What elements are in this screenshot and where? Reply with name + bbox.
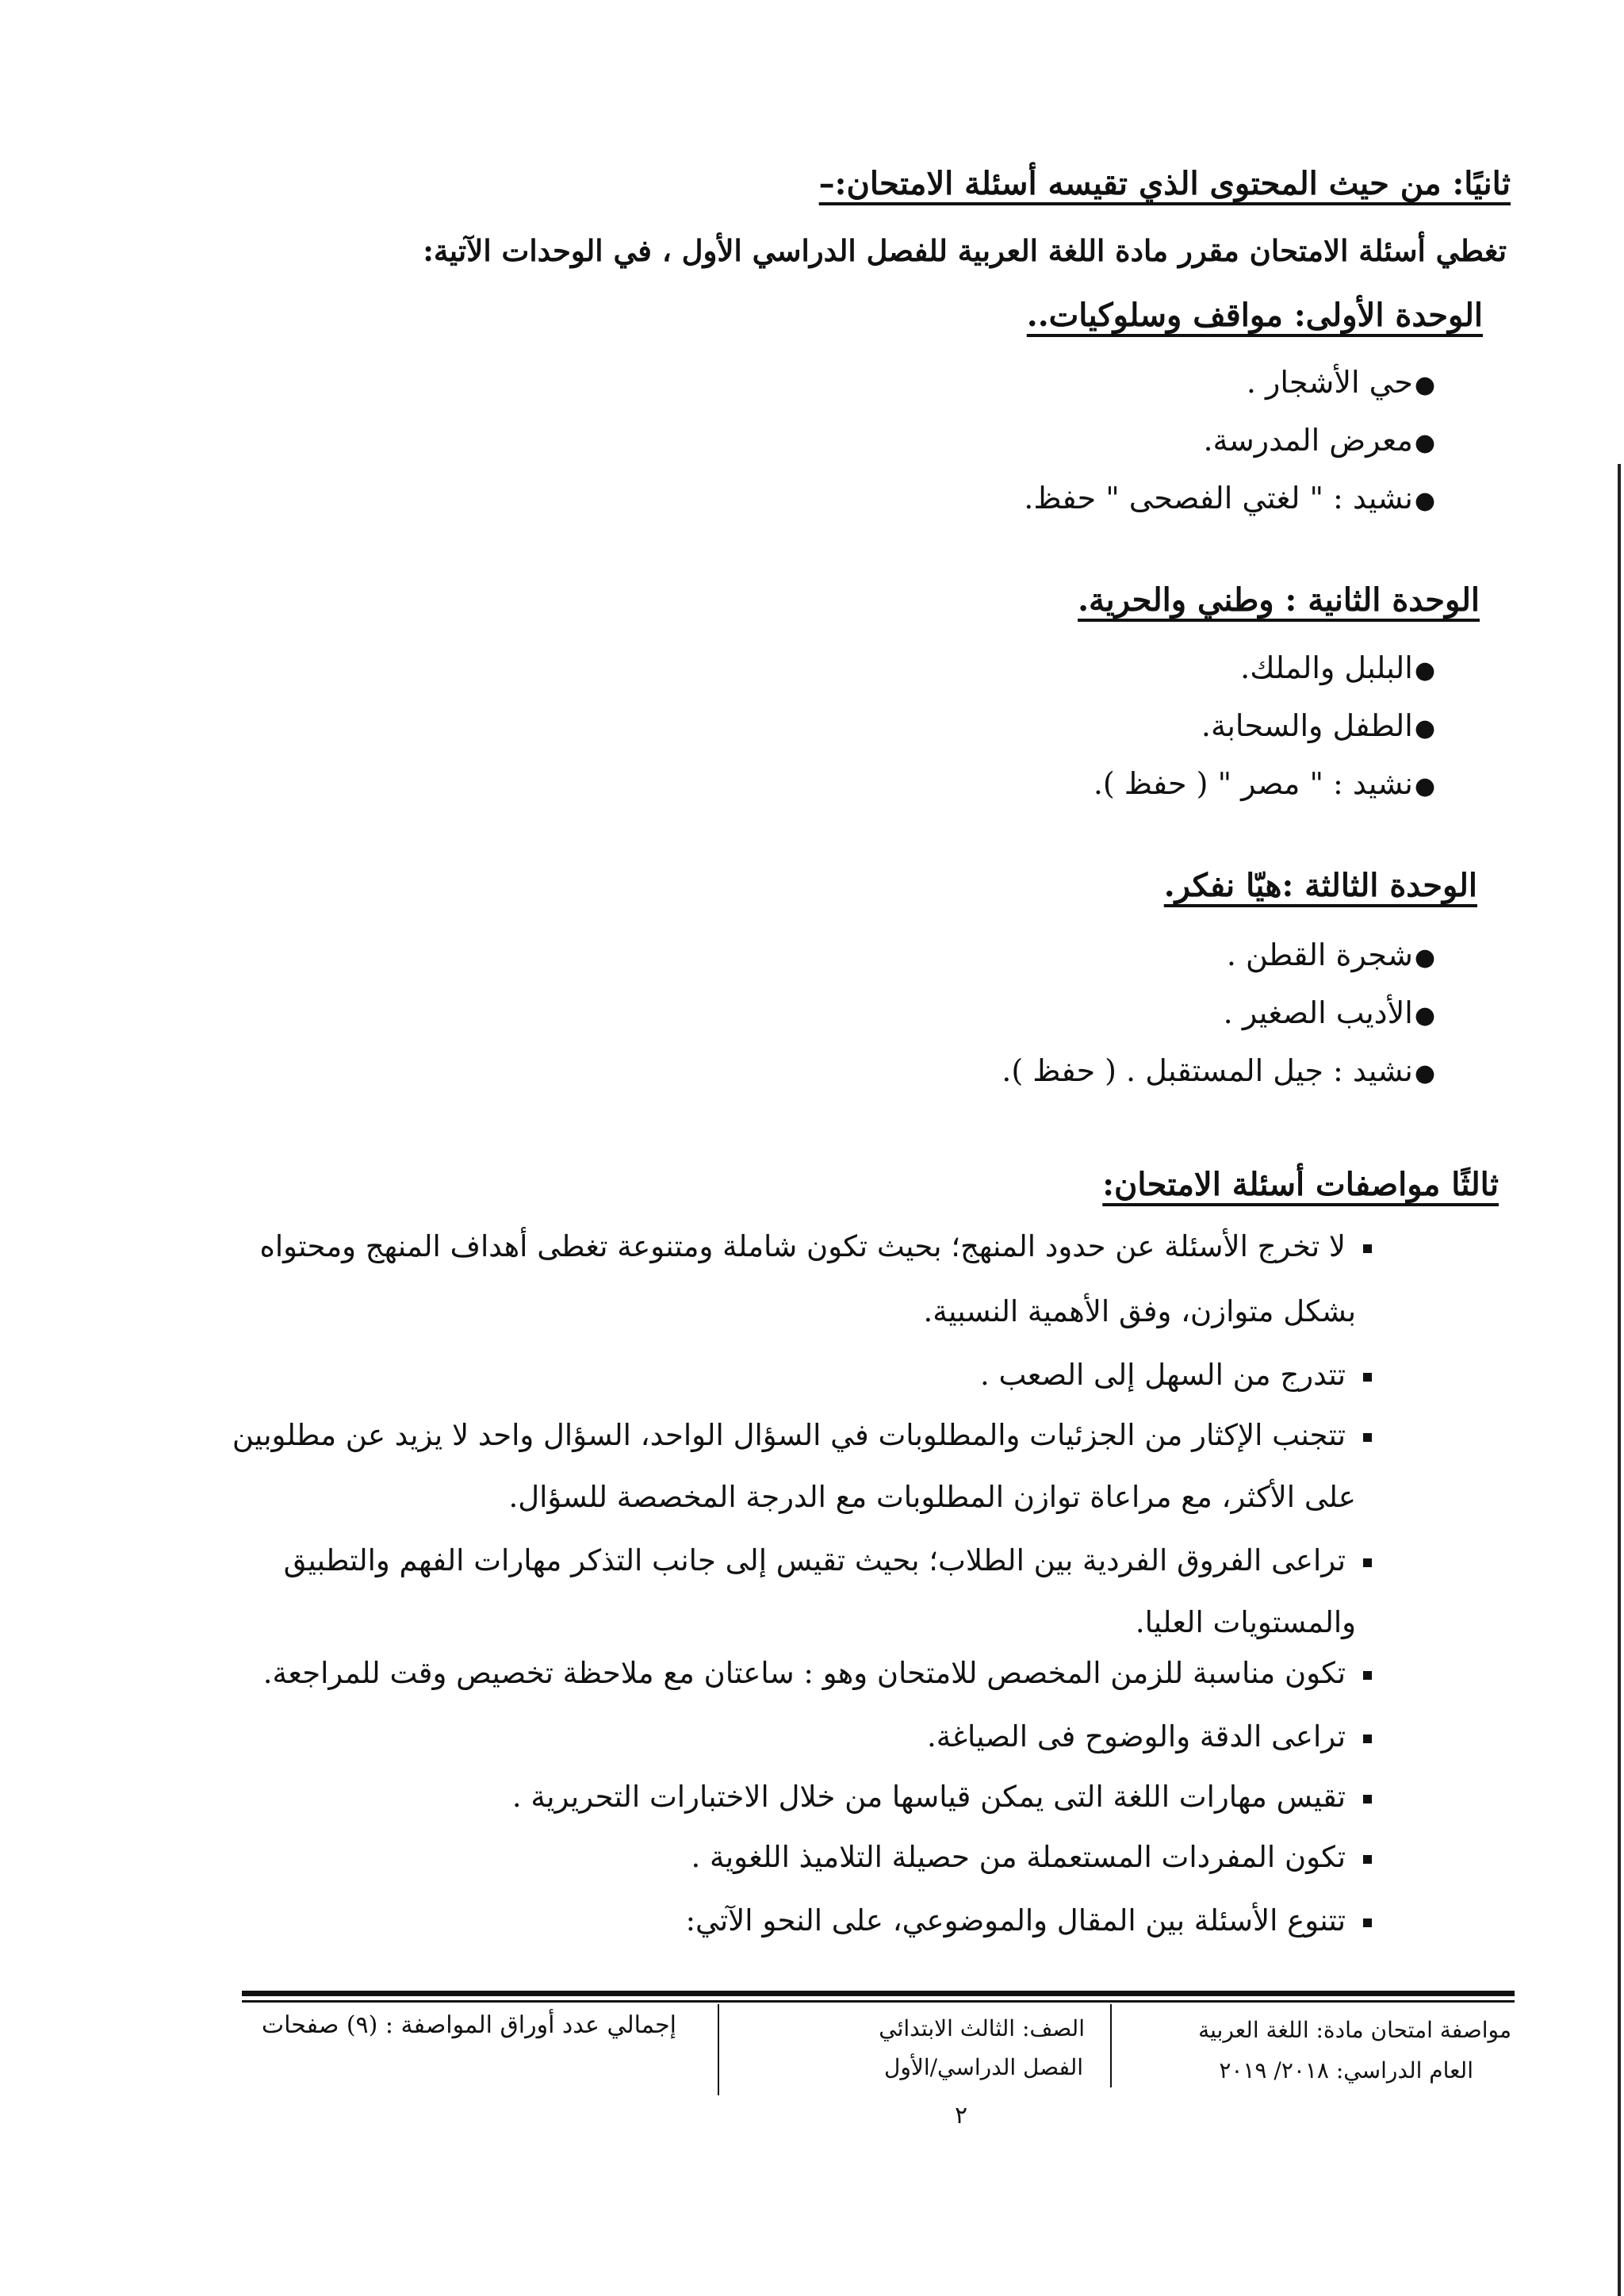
unit1-item-2: ●معرض المدرسة. [1203,423,1435,458]
spec-item-1-cont: بشكل متوازن، وفق الأهمية النسبية. [923,1294,1356,1328]
footer-rule-thick [242,1991,1515,1996]
spec-item-6: تراعى الدقة والوضوح فى الصياغة. [927,1719,1372,1754]
margin-line [1618,464,1621,2296]
square-bullet-icon [1363,1558,1372,1567]
footer-total-pages: إجمالي عدد أوراق المواصفة : (٩) صفحات [261,2011,676,2039]
spec-item-3-cont: على الأكثر، مع مراعاة توازن المطلوبات مع الدرجة المخصصة للسؤال. [508,1480,1356,1514]
square-bullet-icon [1363,1734,1372,1743]
bullet-dot-icon: ● [1414,715,1435,742]
unit3-item-1: ●شجرة القطن . [1226,937,1435,972]
bullet-dot-icon: ● [1414,772,1435,800]
unit2-title: الوحدة الثانية : وطني والحرية. [1078,581,1480,619]
bullet-dot-icon: ● [1414,944,1435,972]
footer-grade: الصف: الثالث الابتدائي [879,2015,1085,2041]
spec-item-2: تتدرج من السهل إلى الصعب . [980,1358,1372,1393]
bullet-dot-icon: ● [1414,429,1435,457]
unit1-item-3: ●نشيد : " لغتي الفصحى " حفظ. [1024,481,1435,516]
unit3-title: الوحدة الثالثة :هيّا نفكر. [1163,867,1477,904]
footer-subject: مواصفة امتحان مادة: اللغة العربية [1198,2017,1511,2043]
spec-item-3: تتجنب الإكثار من الجزئيات والمطلوبات في السؤال الواحد، السؤال واحد لا يزيد عن مطلوبين [232,1418,1372,1453]
bullet-dot-icon: ● [1414,371,1435,399]
spec-item-8: تكون المفردات المستعملة من حصيلة التلاميذ اللغوية . [691,1840,1372,1875]
footer-rule-thin [242,2000,1515,2003]
square-bullet-icon [1363,1671,1372,1680]
unit2-item-2: ●الطفل والسحابة. [1201,708,1435,743]
square-bullet-icon [1363,1433,1372,1442]
bullet-dot-icon: ● [1414,657,1435,684]
spec-item-1: لا تخرج الأسئلة عن حدود المنهج؛ بحيث تكون شاملة ومتنوعة تغطى أهداف المنهج ومحتواه [260,1229,1372,1264]
footer-term: الفصل الدراسي/الأول [883,2054,1083,2080]
spec-item-4-cont: والمستويات العليا. [1135,1605,1356,1639]
footer-divider [718,2004,719,2095]
spec-item-9: تتنوع الأسئلة بين المقال والموضوعي، على النحو الآتي: [686,1903,1372,1938]
section2-intro: تغطي أسئلة الامتحان مقرر مادة اللغة العربية للفصل الدراسي الأول ، في الوحدات الآتية: [423,233,1507,268]
footer-year: العام الدراسي: ٢٠١٨/ ٢٠١٩ [1219,2057,1473,2083]
square-bullet-icon [1363,1855,1372,1864]
square-bullet-icon [1363,1795,1372,1803]
page-number: ٢ [955,2102,968,2129]
square-bullet-icon [1363,1373,1372,1382]
section2-heading: ثانيًا: من حيث المحتوى الذي تقيسه أسئلة الامتحان:– [818,165,1511,202]
unit3-item-2: ●الأديب الصغير . [1223,995,1435,1030]
square-bullet-icon [1363,1918,1372,1927]
footer-divider [1110,2004,1112,2087]
unit2-item-3: ●نشيد : " مصر " ( حفظ ). [1093,766,1435,801]
unit1-item-1: ●حي الأشجار . [1246,365,1435,400]
spec-item-7: تقيس مهارات اللغة التى يمكن قياسها من خلال الاختبارات التحريرية . [512,1780,1372,1815]
unit3-item-3: ●نشيد : جيل المستقبل . ( حفظ ). [1002,1053,1435,1088]
square-bullet-icon [1363,1244,1372,1253]
spec-item-4: تراعى الفروق الفردية بين الطلاب؛ بحيث تقيس إلى جانب التذكر مهارات الفهم والتطبيق [284,1543,1372,1578]
spec-item-5: تكون مناسبة للزمن المخصص للامتحان وهو : ساعتان مع ملاحظة تخصيص وقت للمراجعة. [263,1656,1372,1691]
bullet-dot-icon: ● [1414,1060,1435,1087]
unit1-title: الوحدة الأولى: مواقف وسلوكيات.. [1026,297,1483,334]
bullet-dot-icon: ● [1414,1002,1435,1029]
section3-heading: ثالثًا مواصفات أسئلة الامتحان: [1102,1166,1499,1203]
bullet-dot-icon: ● [1414,487,1435,515]
unit2-item-1: ●البلبل والملك. [1240,650,1435,685]
